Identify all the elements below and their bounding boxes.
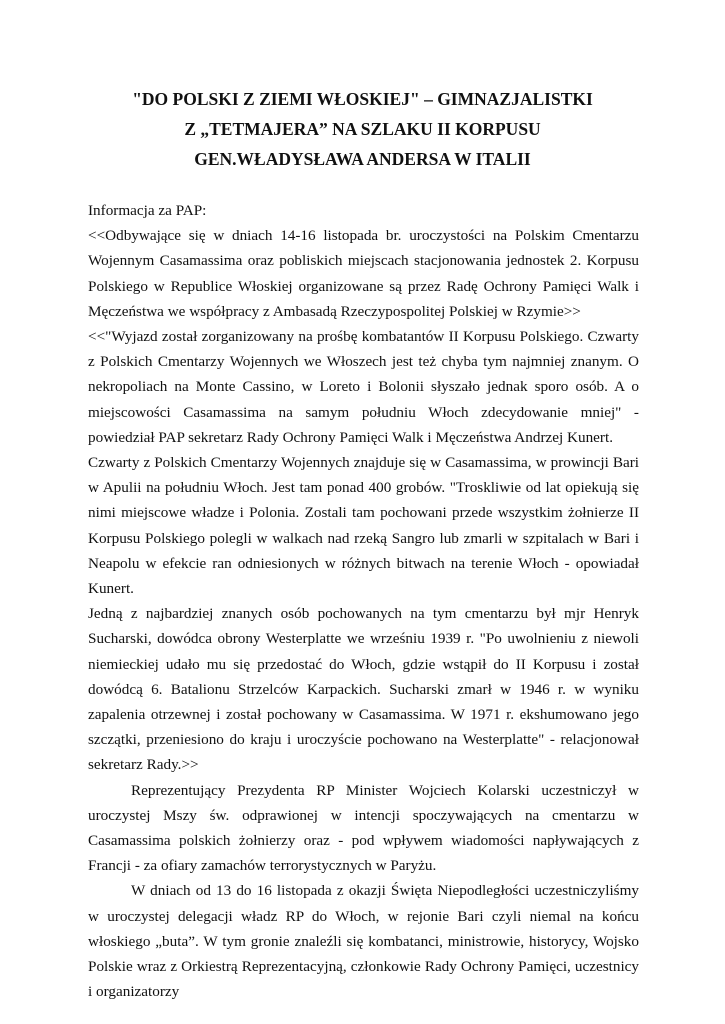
paragraph-kunert-quote: <<"Wyjazd został zorganizowany na prośbę kombatantów II Korpusu Polskiego. Czwarty z Polskich Cmentarzy Wojennych we Włoszech jest też chyba tym najmniej znanym. O nekropoliach na Monte Cassino, w Loreto i Bolonii słyszało jednak sporo osób. A o miejscowości Casamassima na samym południu Włoch zdecydowanie mniej" - powiedział PAP sekretarz Rady Ochrony Pamięci Walk i Męczeństwa Andrzej Kunert. [88, 328, 639, 446]
paragraph-sucharski: Jedną z najbardziej znanych osób pochowanych na tym cmentarzu był mjr Henryk Sucharski, dowódca obrony Westerplatte we wrześniu 1939 r. "Po uwolnieniu z niewoli niemieckiej udało mu się przedostać do Włoch, gdzie wstąpił do II Korpusu i został dowódcą 6. Batalionu Strzelców Karpackich. Sucharski zmarł w 1946 r. w wyniku zapalenia otrzewnej i został pochowany w Casamassima. W 1971 r. ekshumowano jego szczątki, przeniesiono do kraju i uroczyście pochowano na Westerplatte" - relacjonował sekretarz Rady.>> [88, 605, 639, 774]
paragraph-cemetery: Czwarty z Polskich Cmentarzy Wojennych znajduje się w Casamassima, w prowincji Bari w Apulii na południu Włoch. Jest tam ponad 400 grobów. "Troskliwie od lat opiekują się nimi miejscowe władze i Polonia. Zostali tam pochowani przede wszystkim żołnierze II Korpusu Polskiego polegli w walkach nad rzeką Sangro lub zmarli w szpitalach w Bari i Neapolu w efekcie ran odniesionych w różnych bitwach na terenie Włoch - opowiadał Kunert. [88, 454, 639, 598]
source-note: Informacja za PAP: [88, 202, 207, 219]
document-body [88, 198, 639, 1005]
document-title [60, 84, 665, 174]
title-line-1: "DO POLSKI Z ZIEMI WŁOSKIEJ" – GIMNAZJALISTKI [132, 89, 593, 109]
title-line-2: Z „TETMAJERA” NA SZLAKU II KORPUSU [184, 119, 541, 139]
paragraph-kolarski: Reprezentujący Prezydenta RP Minister Wojciech Kolarski uczestniczył w uroczystej Mszy św. odprawionej w intencji spoczywających na cmentarzu w Casamassima polskich żołnierzy oraz - pod wpływem wiadomości napływających z Francji - za ofiary zamachów terrorystycznych w Paryżu. [88, 781, 639, 875]
title-line-3: GEN.WŁADYSŁAWA ANDERSA W ITALII [194, 149, 531, 169]
paragraph-ceremony-info: <<Odbywające się w dniach 14-16 listopada br. uroczystości na Polskim Cmentarzu Wojennym Casamassima oraz pobliskich miejscach stacjonowania jednostek 2. Korpusu Polskiego w Republice Włoskiej organizowane są przez Radę Ochrony Pamięci Walk i Męczeństwa we współpracy z Ambasadą Rzeczypospolitej Polskiej w Rzymie>> [88, 227, 639, 320]
paragraph-delegation: W dniach od 13 do 16 listopada z okazji Święta Niepodległości uczestniczyliśmy w uroczystej delegacji władz RP do Włoch, w rejonie Bari czyli niemal na końcu włoskiego „buta”. W tym gronie znaleźli się kombatanci, ministrowie, historycy, Wojsko Polskie wraz z Orkiestrą Reprezentacyjną, członkowie Rady Ochrony Pamięci, uczestnicy i organizatorzy [88, 882, 639, 1001]
